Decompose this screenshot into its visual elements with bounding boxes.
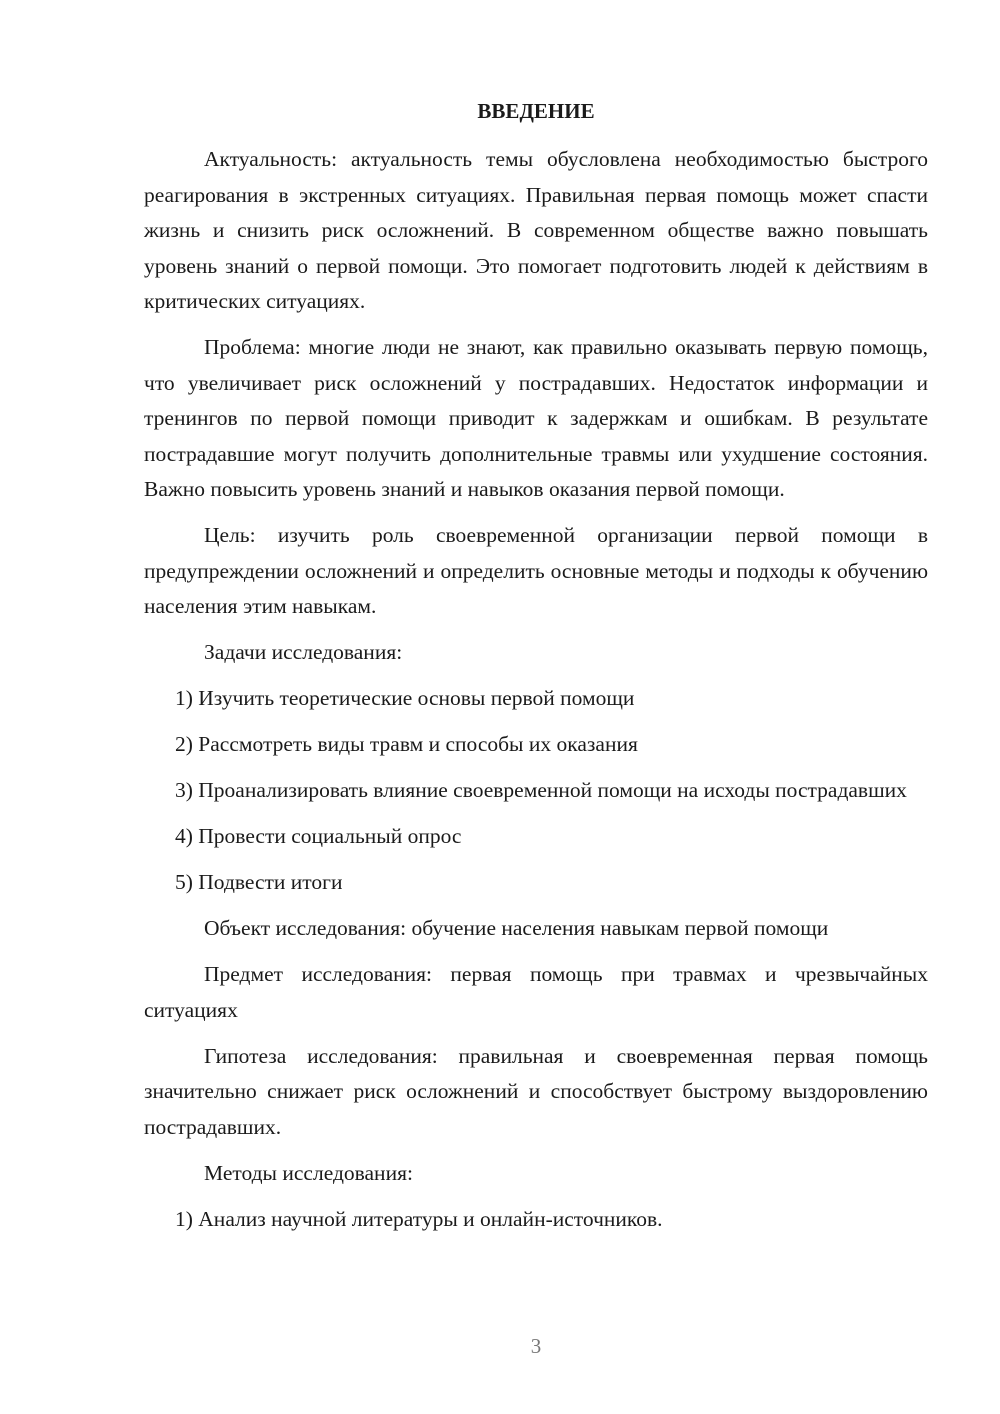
paragraph-hypothesis: Гипотеза исследования: правильная и своевременная первая помощь значительно снижает риск осложнений и способствует быстрому выздоровлению пострадавших. bbox=[144, 1043, 928, 1139]
method-item-1: 1) Анализ научной литературы и онлайн-источников. bbox=[175, 1206, 663, 1231]
page-number: 3 bbox=[530, 1334, 542, 1358]
task-item-3: 3) Проанализировать влияние своевременной помощи на исходы пострадавших bbox=[175, 778, 907, 802]
paragraph-goal: Цель: изучить роль своевременной организации первой помощи в предупреждении осложнений и определить основные методы и подходы к обучению населения этим навыкам. bbox=[144, 523, 928, 618]
paragraph-subject: Предмет исследования: первая помощь при травмах и чрезвычайных ситуациях bbox=[144, 962, 928, 1022]
paragraph-object: Объект исследования: обучение населения навыкам первой помощи bbox=[204, 916, 829, 940]
task-item-2: 2) Рассмотреть виды травм и способы их оказания bbox=[175, 732, 638, 756]
task-item-1: 1) Изучить теоретические основы первой помощи bbox=[175, 686, 635, 710]
tasks-heading: Задачи исследования: bbox=[204, 640, 403, 664]
document-body bbox=[144, 94, 928, 1248]
methods-heading: Методы исследования: bbox=[204, 1160, 413, 1185]
paragraph-problem: Проблема: многие люди не знают, как правильно оказывать первую помощь, что увеличивает риск осложнений у пострадавших. Недостаток информации и тренингов по первой помощи приводит к задержкам и ошибкам. В результате пострадавшие могут получить дополнительные травмы или ухудшение состояния. Важно повысить уровень знаний и навыков оказания первой помощи. bbox=[144, 335, 928, 501]
task-item-4: 4) Провести социальный опрос bbox=[175, 824, 462, 848]
task-item-5: 5) Подвести итоги bbox=[175, 870, 343, 894]
section-title: ВВЕДЕНИЕ bbox=[477, 99, 595, 123]
paragraph-relevance: Актуальность: актуальность темы обусловлена необходимостью быстрого реагирования в экстренных ситуациях. Правильная первая помощь может спасти жизнь и снизить риск осложнений. В современном обществе важно повышать уровень знаний о первой помощи. Это помогает подготовить людей к действиям в критических ситуациях. bbox=[144, 147, 928, 313]
